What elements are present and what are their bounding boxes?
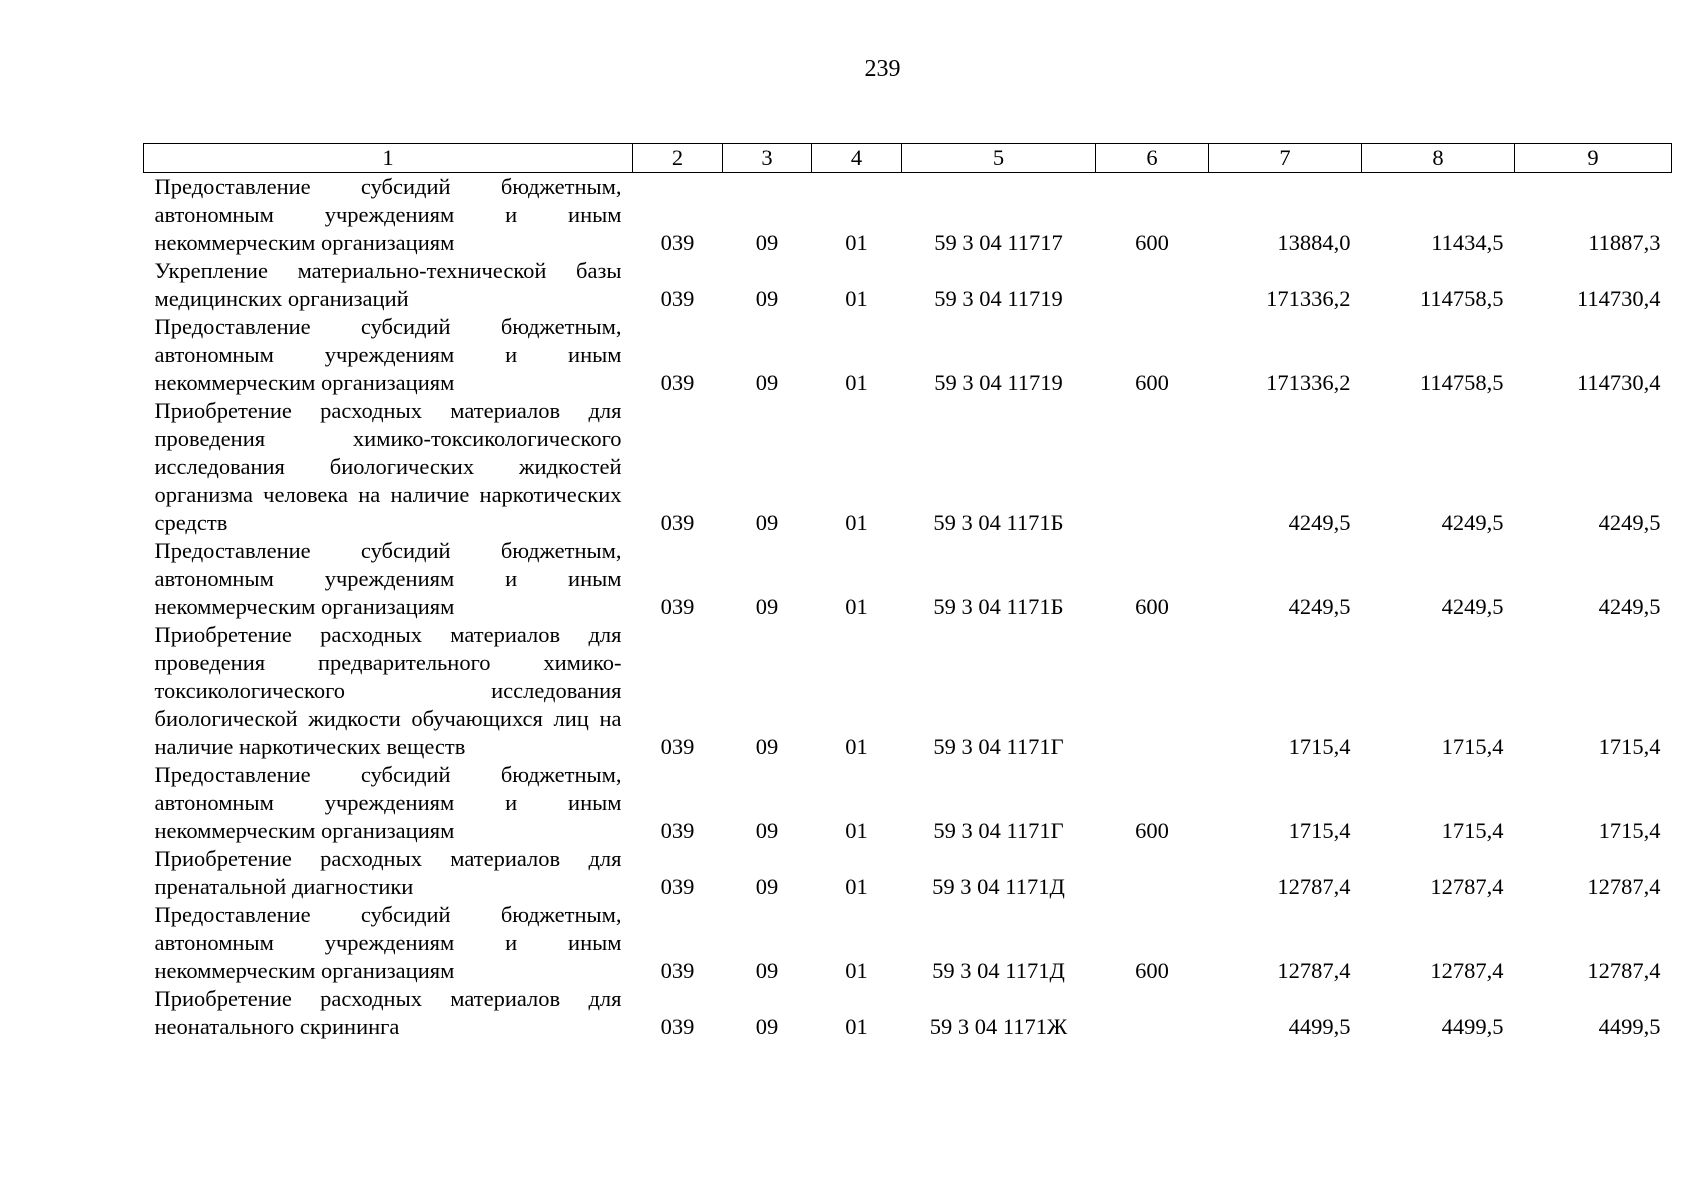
amount-col-9: 11887,3 (1588, 230, 1661, 255)
amount-col-9: 114730,4 (1576, 286, 1661, 311)
amount-col-8: 4249,5 (1441, 594, 1504, 619)
section-code: 09 (755, 818, 779, 843)
amount-col-7: 4249,5 (1288, 510, 1351, 535)
subsection-code: 01 (845, 874, 868, 899)
amount-col-9: 114730,4 (1576, 370, 1661, 395)
amount-col-8: 1715,4 (1441, 734, 1504, 759)
subsection-code: 01 (845, 734, 868, 759)
expense-type-code: 600 (1135, 230, 1169, 255)
target-article-code: 59 3 04 1171Г (933, 734, 1064, 759)
ministry-code: 039 (660, 230, 695, 255)
amount-col-7: 171336,2 (1266, 286, 1351, 311)
expense-type-code (1096, 257, 1209, 313)
ministry-code: 039 (660, 1014, 695, 1039)
row-description: Предоставление субсидий бюджетным, автономным учреждениям и иным некоммерческим организациям (154, 538, 622, 619)
ministry-code: 039 (660, 510, 695, 535)
ministry-code: 039 (660, 594, 695, 619)
table-row (144, 397, 1672, 537)
row-description: Приобретение расходных материалов для проведения химико-токсикологического исследования биологических жидкостей организма человека на наличие наркотических средств (154, 398, 622, 535)
amount-col-8: 11434,5 (1431, 230, 1504, 255)
amount-col-8: 1715,4 (1441, 818, 1504, 843)
row-description: Предоставление субсидий бюджетным, автономным учреждениям и иным некоммерческим организациям (154, 314, 622, 395)
section-code: 09 (755, 958, 779, 983)
subsection-code: 01 (845, 818, 868, 843)
amount-col-9: 1715,4 (1598, 734, 1661, 759)
expense-type-code: 600 (1135, 594, 1169, 619)
ministry-code: 039 (660, 370, 695, 395)
expense-type-code (1096, 397, 1209, 537)
section-code: 09 (755, 734, 779, 759)
subsection-code: 01 (845, 286, 868, 311)
amount-col-8: 114758,5 (1419, 370, 1504, 395)
header-col-8: 8 (1362, 144, 1515, 173)
amount-col-9: 4249,5 (1598, 594, 1661, 619)
target-article-code: 59 3 04 11719 (934, 286, 1063, 311)
table-row (144, 985, 1672, 1041)
expense-type-code: 600 (1135, 370, 1169, 395)
expense-type-code: 600 (1135, 958, 1169, 983)
expense-type-code (1096, 985, 1209, 1041)
subsection-code: 01 (845, 1014, 868, 1039)
amount-col-7: 13884,0 (1277, 230, 1351, 255)
ministry-code: 039 (660, 286, 695, 311)
row-description: Приобретение расходных материалов для проведения предварительного химико-токсикологического исследования биологической жидкости обучающихся лиц на наличие наркотических веществ (154, 622, 622, 759)
table-row (144, 313, 1672, 397)
table-row (144, 537, 1672, 621)
table-row (144, 621, 1672, 761)
subsection-code: 01 (845, 510, 868, 535)
amount-col-7: 1715,4 (1288, 734, 1351, 759)
header-col-2: 2 (633, 144, 723, 173)
subsection-code: 01 (845, 370, 868, 395)
expense-type-code: 600 (1135, 818, 1169, 843)
target-article-code: 59 3 04 1171Б (933, 594, 1064, 619)
row-description: Приобретение расходных материалов для неонатального скрининга (154, 986, 622, 1039)
amount-col-8: 4249,5 (1441, 510, 1504, 535)
header-col-3: 3 (723, 144, 812, 173)
section-code: 09 (755, 874, 779, 899)
header-col-5: 5 (902, 144, 1096, 173)
amount-col-8: 12787,4 (1430, 958, 1504, 983)
budget-table (143, 143, 1672, 1041)
header-col-7: 7 (1209, 144, 1362, 173)
amount-col-9: 12787,4 (1587, 958, 1661, 983)
subsection-code: 01 (845, 230, 868, 255)
subsection-code: 01 (845, 594, 868, 619)
amount-col-9: 1715,4 (1598, 818, 1661, 843)
target-article-code: 59 3 04 1171Ж (929, 1014, 1068, 1039)
amount-col-7: 4499,5 (1288, 1014, 1351, 1039)
row-description: Укрепление материально-технической базы медицинских организаций (154, 258, 622, 311)
amount-col-9: 4249,5 (1598, 510, 1661, 535)
amount-col-8: 12787,4 (1430, 874, 1504, 899)
target-article-code: 59 3 04 11717 (934, 230, 1063, 255)
expense-type-code (1096, 621, 1209, 761)
ministry-code: 039 (660, 818, 695, 843)
amount-col-8: 114758,5 (1419, 286, 1504, 311)
section-code: 09 (755, 230, 779, 255)
ministry-code: 039 (660, 958, 695, 983)
section-code: 09 (755, 594, 779, 619)
page-number: 239 (864, 56, 901, 82)
target-article-code: 59 3 04 1171Д (932, 958, 1065, 983)
header-col-9: 9 (1515, 144, 1672, 173)
subsection-code: 01 (845, 958, 868, 983)
header-row (144, 144, 1672, 173)
ministry-code: 039 (660, 734, 695, 759)
row-description: Приобретение расходных материалов для пренатальной диагностики (154, 846, 622, 899)
amount-col-8: 4499,5 (1441, 1014, 1504, 1039)
amount-col-7: 171336,2 (1266, 370, 1351, 395)
amount-col-7: 12787,4 (1277, 874, 1351, 899)
table-row (144, 845, 1672, 901)
table-row (144, 257, 1672, 313)
table-row (144, 761, 1672, 845)
amount-col-9: 12787,4 (1587, 874, 1661, 899)
section-code: 09 (755, 510, 779, 535)
header-col-6: 6 (1096, 144, 1209, 173)
target-article-code: 59 3 04 11719 (934, 370, 1063, 395)
row-description: Предоставление субсидий бюджетным, автономным учреждениям и иным некоммерческим организациям (154, 762, 622, 843)
amount-col-7: 12787,4 (1277, 958, 1351, 983)
section-code: 09 (755, 370, 779, 395)
target-article-code: 59 3 04 1171Д (932, 874, 1065, 899)
header-col-4: 4 (812, 144, 902, 173)
amount-col-7: 1715,4 (1288, 818, 1351, 843)
section-code: 09 (755, 286, 779, 311)
section-code: 09 (755, 1014, 779, 1039)
table-row (144, 173, 1672, 258)
target-article-code: 59 3 04 1171Г (933, 818, 1064, 843)
amount-col-9: 4499,5 (1598, 1014, 1661, 1039)
header-col-1: 1 (144, 144, 633, 173)
expense-type-code (1096, 845, 1209, 901)
target-article-code: 59 3 04 1171Б (933, 510, 1064, 535)
table-row (144, 901, 1672, 985)
amount-col-7: 4249,5 (1288, 594, 1351, 619)
ministry-code: 039 (660, 874, 695, 899)
row-description: Предоставление субсидий бюджетным, автономным учреждениям и иным некоммерческим организациям (154, 174, 622, 255)
row-description: Предоставление субсидий бюджетным, автономным учреждениям и иным некоммерческим организациям (154, 902, 622, 983)
